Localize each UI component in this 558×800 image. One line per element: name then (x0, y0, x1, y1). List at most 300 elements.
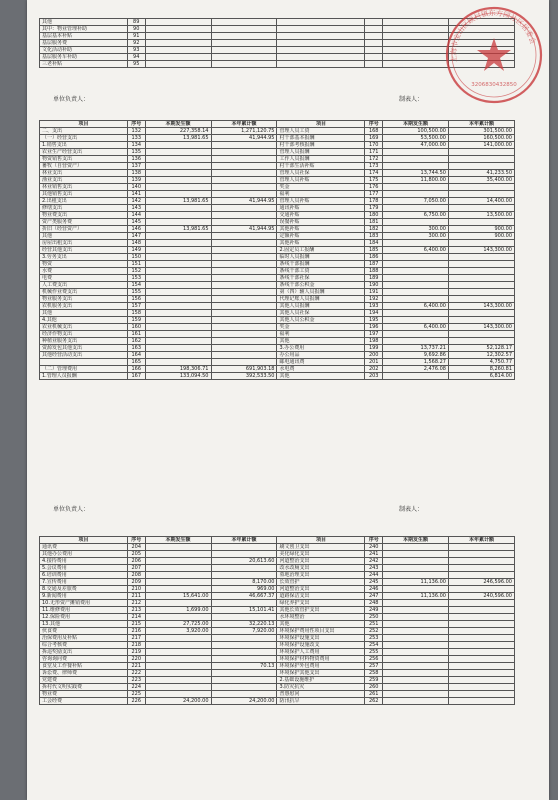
period-amount-cell (145, 558, 211, 565)
ytd-amount-cell (211, 240, 277, 247)
table-row (40, 170, 515, 177)
ytd-amount-cell (211, 149, 277, 156)
ytd-amount-cell (448, 296, 514, 303)
ytd-amount-cell (211, 572, 277, 579)
period-amount-cell: 11,136.00 (383, 593, 449, 600)
blank-cell (145, 19, 211, 26)
index-cell: 162 (127, 338, 145, 345)
column-header: 本期发生额 (145, 537, 211, 544)
ytd-amount-cell (211, 184, 277, 191)
item-cell: 基层服务费 (40, 40, 128, 47)
blank-cell (365, 61, 383, 68)
index-cell: 242 (365, 558, 383, 565)
item-cell: 管理人员补贴 (277, 198, 365, 205)
ytd-amount-cell: 8,170.00 (211, 579, 277, 586)
period-amount-cell (383, 698, 449, 705)
ytd-amount-cell (448, 656, 514, 663)
ytd-amount-cell (211, 359, 277, 366)
ytd-amount-cell (448, 649, 514, 656)
ytd-amount-cell (211, 317, 277, 324)
period-amount-cell (383, 663, 449, 670)
index-cell: 191 (365, 289, 383, 296)
item-cell: 环境保护费用性项目支出 (277, 628, 365, 635)
period-amount-cell (383, 642, 449, 649)
period-amount-cell (383, 670, 449, 677)
table-row (40, 565, 515, 572)
index-cell: 188 (365, 268, 383, 275)
table-row (40, 191, 515, 198)
period-amount-cell (145, 572, 211, 579)
index-cell: 215 (127, 621, 145, 628)
index-cell: 140 (127, 184, 145, 191)
expense-ledger-table (39, 120, 515, 380)
period-amount-cell (145, 303, 211, 310)
index-cell: 160 (127, 324, 145, 331)
ytd-amount-cell: 246,596.00 (448, 579, 514, 586)
ytd-amount-cell (448, 544, 514, 551)
table-row (40, 345, 515, 352)
period-amount-cell (145, 635, 211, 642)
period-amount-cell (383, 600, 449, 607)
ytd-amount-cell (448, 317, 514, 324)
item-cell: 工作人员报酬 (277, 156, 365, 163)
preparer-label-mid: 制表人： (399, 506, 424, 513)
period-amount-cell (145, 240, 211, 247)
period-amount-cell (145, 338, 211, 345)
ytd-amount-cell (448, 607, 514, 614)
item-cell: 工会经费 (40, 698, 128, 705)
ytd-amount-cell: 143,300.00 (448, 247, 514, 254)
index-cell: 167 (127, 373, 145, 380)
period-amount-cell (383, 240, 449, 247)
ytd-amount-cell: 7,920.00 (211, 628, 277, 635)
ytd-amount-cell (448, 275, 514, 282)
item-cell: 7.宣传费用 (40, 579, 128, 586)
index-cell: 217 (127, 635, 145, 642)
ytd-amount-cell (211, 268, 277, 275)
period-amount-cell (145, 544, 211, 551)
ytd-amount-cell: 41,233.50 (448, 170, 514, 177)
ytd-amount-cell: 301,500.00 (448, 128, 514, 135)
item-cell: 渔业支出 (40, 177, 128, 184)
item-cell: 村干部基本报酬 (277, 135, 365, 142)
period-amount-cell (383, 607, 449, 614)
index-cell: 261 (365, 691, 383, 698)
period-amount-cell: 100,500.00 (383, 128, 449, 135)
index-cell: 147 (127, 233, 145, 240)
ytd-amount-cell (211, 331, 277, 338)
ytd-amount-cell (211, 156, 277, 163)
item-cell: 其他人员报酬 (277, 303, 365, 310)
period-amount-cell (383, 551, 449, 558)
item-cell: 1.销售支出 (40, 142, 128, 149)
item-cell: 物业费支出 (40, 212, 128, 219)
ytd-amount-cell: 392,533.50 (211, 373, 277, 380)
official-seal-stamp (439, 0, 549, 110)
table-row (40, 128, 515, 135)
ytd-amount-cell (448, 310, 514, 317)
ytd-amount-cell (448, 572, 514, 579)
ytd-amount-cell (448, 558, 514, 565)
blank-cell (211, 54, 277, 61)
blank-cell (277, 47, 365, 54)
index-cell: 180 (365, 212, 383, 219)
ytd-amount-cell (211, 684, 277, 691)
index-cell: 210 (127, 586, 145, 593)
table-header-row (40, 121, 515, 128)
item-cell: 三老补贴 (40, 61, 128, 68)
blank-cell (277, 54, 365, 61)
item-cell: 交通补贴 (277, 212, 365, 219)
item-cell: 其他销售支出 (40, 191, 128, 198)
index-cell: 151 (127, 261, 145, 268)
period-amount-cell: 133,094.50 (145, 373, 211, 380)
index-cell: 165 (127, 359, 145, 366)
item-cell: 道路保洁支出 (277, 593, 365, 600)
blank-cell (277, 40, 365, 47)
table-row (40, 586, 515, 593)
unit-head-label-top: 单位负责人： (53, 96, 90, 103)
table-row (40, 331, 515, 338)
period-amount-cell (383, 635, 449, 642)
blank-cell (277, 19, 365, 26)
index-cell: 135 (127, 149, 145, 156)
index-cell: 255 (365, 649, 383, 656)
period-amount-cell (383, 254, 449, 261)
seal-number: 3206830432850 (471, 82, 517, 88)
seal-text: 上海市宝山区顾村镇东方园社区居委会 (449, 9, 537, 63)
index-cell: 218 (127, 642, 145, 649)
period-amount-cell (145, 642, 211, 649)
table-row (40, 205, 515, 212)
period-amount-cell (383, 296, 449, 303)
item-cell: 奖金 (277, 184, 365, 191)
index-cell: 136 (127, 156, 145, 163)
ytd-amount-cell (211, 649, 277, 656)
blank-cell (145, 61, 211, 68)
period-amount-cell (145, 205, 211, 212)
index-cell: 149 (127, 247, 145, 254)
item-cell: 畜牧（自营资产） (40, 163, 128, 170)
ytd-amount-cell: 52,128.17 (448, 345, 514, 352)
table-row (40, 254, 515, 261)
period-amount-cell: 6,400.00 (383, 247, 449, 254)
index-cell: 173 (365, 163, 383, 170)
ytd-amount-cell: 32,220.13 (211, 621, 277, 628)
index-cell: 154 (127, 282, 145, 289)
item-cell: 条线干部报酬 (277, 261, 365, 268)
item-cell: 5.会议费用 (40, 565, 128, 572)
index-cell: 153 (127, 275, 145, 282)
index-cell: 172 (365, 156, 383, 163)
item-cell: 拆村代文明实践费 (40, 684, 128, 691)
item-cell: 误餐补贴 (277, 219, 365, 226)
table-row (40, 226, 515, 233)
ytd-amount-cell: 6,814.00 (448, 373, 514, 380)
period-amount-cell (145, 254, 211, 261)
ytd-amount-cell (448, 551, 514, 558)
period-amount-cell (145, 600, 211, 607)
item-cell: 条线干部公积金 (277, 282, 365, 289)
period-amount-cell: 198,306.71 (145, 366, 211, 373)
period-amount-cell (145, 352, 211, 359)
index-cell: 204 (127, 544, 145, 551)
period-amount-cell (383, 317, 449, 324)
blank-cell (145, 40, 211, 47)
index-cell: 95 (127, 61, 145, 68)
period-amount-cell (145, 614, 211, 621)
table-row (40, 656, 515, 663)
item-cell: 6.培训费用 (40, 572, 128, 579)
index-cell: 225 (127, 691, 145, 698)
column-header: 项目 (277, 121, 365, 128)
period-amount-cell (145, 177, 211, 184)
blank-cell (211, 19, 277, 26)
ytd-amount-cell (211, 345, 277, 352)
ytd-amount-cell (448, 600, 514, 607)
period-amount-cell: 24,200.00 (145, 698, 211, 705)
index-cell: 138 (127, 170, 145, 177)
column-header: 本年累计额 (211, 121, 277, 128)
blank-cell (211, 47, 277, 54)
ytd-amount-cell (448, 149, 514, 156)
period-amount-cell: 13,981.65 (145, 135, 211, 142)
table-row (40, 614, 515, 621)
item-cell: 环境保护其他支出 (277, 670, 365, 677)
item-cell: 4.其他 (40, 317, 128, 324)
item-cell: 其他人员社保 (277, 310, 365, 317)
ytd-amount-cell (448, 691, 514, 698)
table-row (40, 698, 515, 705)
index-cell: 216 (127, 628, 145, 635)
blank-cell (145, 47, 211, 54)
period-amount-cell (383, 275, 449, 282)
index-cell: 197 (365, 331, 383, 338)
blank-cell (211, 61, 277, 68)
blank-cell (365, 19, 383, 26)
period-amount-cell: 6,400.00 (383, 324, 449, 331)
item-cell: 治保费用及补贴 (40, 635, 128, 642)
period-amount-cell (383, 614, 449, 621)
period-amount-cell: 300.00 (383, 226, 449, 233)
item-cell: 10.无形资产摊销费用 (40, 600, 128, 607)
period-amount-cell: 11,136.00 (383, 579, 449, 586)
item-cell: 农业生产经营支出 (40, 149, 128, 156)
ytd-amount-cell (211, 642, 277, 649)
item-cell: 绿化养护支出 (277, 600, 365, 607)
item-cell: 2.固定员工报酬 (277, 247, 365, 254)
index-cell: 199 (365, 345, 383, 352)
item-cell: 电费 (40, 275, 128, 282)
index-cell: 249 (365, 607, 383, 614)
ytd-amount-cell: 35,400.00 (448, 177, 514, 184)
ytd-amount-cell (448, 684, 514, 691)
ytd-amount-cell: 141,000.00 (448, 142, 514, 149)
ytd-amount-cell (211, 233, 277, 240)
ytd-amount-cell (448, 677, 514, 684)
item-cell: 条线干部社保 (277, 275, 365, 282)
item-cell: 3.办公费用 (277, 345, 365, 352)
column-header: 本期发生额 (383, 121, 449, 128)
blank-cell (365, 47, 383, 54)
item-cell: 资产类服务费 (40, 219, 128, 226)
index-cell: 209 (127, 579, 145, 586)
blank-cell (365, 26, 383, 33)
index-cell: 139 (127, 177, 145, 184)
table-row (40, 289, 515, 296)
index-cell: 243 (365, 565, 383, 572)
column-header: 本年累计额 (448, 537, 514, 544)
index-cell: 206 (127, 558, 145, 565)
index-cell: 196 (365, 324, 383, 331)
ytd-amount-cell (211, 565, 277, 572)
index-cell: 92 (127, 40, 145, 47)
index-cell: 183 (365, 233, 383, 240)
item-cell: 美化绿化支出 (277, 551, 365, 558)
index-cell: 254 (365, 642, 383, 649)
ytd-amount-cell: 46,667.37 (211, 593, 277, 600)
index-cell: 211 (127, 593, 145, 600)
item-cell: 机械作业费支出 (40, 289, 128, 296)
period-amount-cell (383, 649, 449, 656)
index-cell: 203 (365, 373, 383, 380)
table-row (40, 324, 515, 331)
period-amount-cell (145, 670, 211, 677)
index-cell: 220 (127, 656, 145, 663)
index-cell: 226 (127, 698, 145, 705)
period-amount-cell (383, 558, 449, 565)
table-row (40, 296, 515, 303)
ytd-amount-cell (448, 663, 514, 670)
item-cell: 人工费支出 (40, 282, 128, 289)
index-cell: 144 (127, 212, 145, 219)
table-row (40, 268, 515, 275)
ytd-amount-cell (448, 191, 514, 198)
column-header: 本期发生额 (383, 537, 449, 544)
period-amount-cell (383, 191, 449, 198)
ytd-amount-cell: 15,101.41 (211, 607, 277, 614)
ytd-amount-cell (448, 184, 514, 191)
ytd-amount-cell: 900.00 (448, 226, 514, 233)
column-header: 序号 (365, 537, 383, 544)
item-cell: 其他 (40, 19, 128, 26)
period-amount-cell: 27,725.00 (145, 621, 211, 628)
index-cell: 174 (365, 170, 383, 177)
ytd-amount-cell (211, 142, 277, 149)
index-cell: 148 (127, 240, 145, 247)
table-row (40, 184, 515, 191)
expense-ledger-table-continued (39, 536, 515, 705)
item-cell: 其他长效管护支出 (277, 607, 365, 614)
ytd-amount-cell: 14,400.00 (448, 198, 514, 205)
item-cell: 诉讼费、律师费 (40, 670, 128, 677)
column-header: 序号 (127, 121, 145, 128)
period-amount-cell (383, 219, 449, 226)
ytd-amount-cell: 900.00 (448, 233, 514, 240)
period-amount-cell (145, 296, 211, 303)
column-header: 本年累计额 (211, 537, 277, 544)
item-cell: 村干部生活补贴 (277, 163, 365, 170)
index-cell: 198 (365, 338, 383, 345)
index-cell: 168 (365, 128, 383, 135)
index-cell: 202 (365, 366, 383, 373)
ytd-amount-cell (211, 352, 277, 359)
item-cell: 经营其他支出 (40, 247, 128, 254)
index-cell: 90 (127, 26, 145, 33)
period-amount-cell (383, 163, 449, 170)
index-cell: 187 (365, 261, 383, 268)
period-amount-cell (145, 142, 211, 149)
blank-cell (277, 61, 365, 68)
period-amount-cell (145, 345, 211, 352)
index-cell: 192 (365, 296, 383, 303)
table-row (40, 600, 515, 607)
item-cell: 12.保险费用 (40, 614, 128, 621)
index-cell: 250 (365, 614, 383, 621)
ytd-amount-cell: 12,302.57 (448, 352, 514, 359)
period-amount-cell (383, 572, 449, 579)
item-cell: 经济作物支出 (40, 331, 128, 338)
item-cell: 基层基本补贴 (40, 33, 128, 40)
ytd-amount-cell (448, 628, 514, 635)
table-row (40, 635, 515, 642)
item-cell: 2.出租支出 (40, 198, 128, 205)
table-row (40, 163, 515, 170)
table-row (40, 303, 515, 310)
table-row (40, 198, 515, 205)
column-header: 序号 (365, 121, 383, 128)
ytd-amount-cell (211, 212, 277, 219)
item-cell: 农业机械支出 (40, 324, 128, 331)
table-row (40, 544, 515, 551)
index-cell: 258 (365, 670, 383, 677)
table-row (40, 212, 515, 219)
index-cell: 182 (365, 226, 383, 233)
ytd-amount-cell (211, 191, 277, 198)
table-row (40, 373, 515, 380)
blank-cell (365, 33, 383, 40)
blank-cell (277, 33, 365, 40)
period-amount-cell (145, 282, 211, 289)
ytd-amount-cell (211, 219, 277, 226)
item-cell: 修缮支出 (40, 205, 128, 212)
table-row (40, 219, 515, 226)
item-cell: 代理记账人员报酬 (277, 296, 365, 303)
period-amount-cell (383, 544, 449, 551)
ytd-amount-cell (448, 586, 514, 593)
index-cell: 142 (127, 198, 145, 205)
period-amount-cell (383, 268, 449, 275)
ytd-amount-cell (448, 614, 514, 621)
table-row (40, 317, 515, 324)
period-amount-cell (145, 163, 211, 170)
ytd-amount-cell: 4,750.77 (448, 359, 514, 366)
period-amount-cell (145, 565, 211, 572)
table-row (40, 684, 515, 691)
period-amount-cell (383, 205, 449, 212)
table-row (40, 649, 515, 656)
item-cell: 其他人员公积金 (277, 317, 365, 324)
ytd-amount-cell: 41,944.95 (211, 226, 277, 233)
item-cell: 防汛抗旱 (277, 698, 365, 705)
index-cell: 222 (127, 670, 145, 677)
item-cell: （一）经营支出 (40, 135, 128, 142)
ytd-amount-cell (211, 600, 277, 607)
index-cell: 212 (127, 600, 145, 607)
ytd-amount-cell (448, 698, 514, 705)
table-row (40, 310, 515, 317)
item-cell: 墓地治理支出 (277, 572, 365, 579)
